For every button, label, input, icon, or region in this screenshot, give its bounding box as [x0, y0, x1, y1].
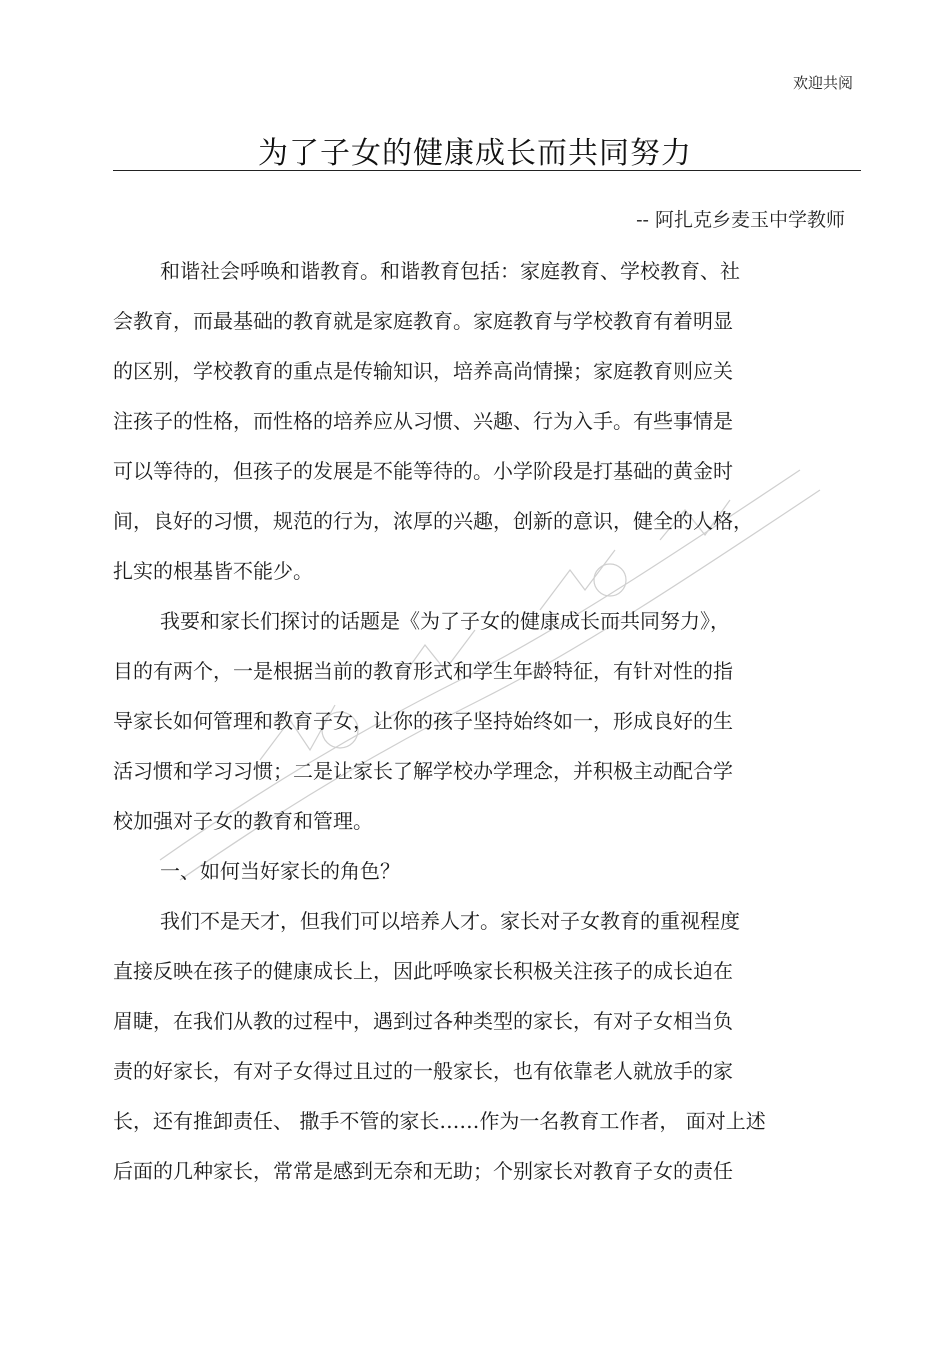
author-byline: -- 阿扎克乡麦玉中学教师 [636, 209, 845, 231]
paragraph-line: 责的好家长，有对子女得过且过的一般家长，也有依靠老人就放手的家 [113, 1059, 733, 1083]
paragraph-line: 导家长如何管理和教育子女，让你的孩子坚持始终如一，形成良好的生 [113, 709, 733, 733]
paragraph-line: 我要和家长们探讨的话题是《为了子女的健康成长而共同努力》， [160, 609, 730, 633]
paragraph-line: 注孩子的性格，而性格的培养应从习惯、兴趣、行为入手。有些事情是 [113, 409, 733, 433]
paragraph-line: 和谐社会呼唤和谐教育。和谐教育包括：家庭教育、学校教育、社 [160, 259, 740, 283]
paragraph-line: 直接反映在孩子的健康成长上，因此呼唤家长积极关注孩子的成长迫在 [113, 959, 733, 983]
header-note: 欢迎共阅 [792, 74, 853, 92]
paragraph-line: 扎实的根基皆不能少。 [113, 559, 313, 583]
paragraph-line: 间，良好的习惯，规范的行为，浓厚的兴趣，创新的意识，健全的人格， [113, 509, 753, 533]
paragraph-line: 后面的几种家长，常常是感到无奈和无助；个别家长对教育子女的责任 [113, 1159, 733, 1183]
section-heading: 一、如何当好家长的角色？ [160, 859, 400, 883]
paragraph-line: 可以等待的，但孩子的发展是不能等待的。小学阶段是打基础的黄金时 [113, 459, 733, 483]
paragraph-line: 会教育，而最基础的教育就是家庭教育。家庭教育与学校教育有着明显 [113, 309, 733, 333]
paragraph-line: 目的有两个，一是根据当前的教育形式和学生年龄特征，有针对性的指 [113, 659, 733, 683]
paragraph-line: 校加强对子女的教育和管理。 [113, 809, 373, 833]
paragraph-line: 的区别，学校教育的重点是传输知识，培养高尚情操；家庭教育则应关 [113, 359, 733, 383]
paragraph-line: 活习惯和学习习惯；二是让家长了解学校办学理念，并积极主动配合学 [113, 759, 733, 783]
paragraph-line: 眉睫，在我们从教的过程中，遇到过各种类型的家长，有对子女相当负 [113, 1009, 733, 1033]
paragraph-line: 长，还有推卸责任、 撒手不管的家长……作为一名教育工作者， 面对上述 [113, 1109, 766, 1133]
document-title: 为了子女的健康成长而共同努力 [258, 136, 692, 171]
paragraph-line: 我们不是天才，但我们可以培养人才。家长对子女教育的重视程度 [160, 909, 740, 933]
title-divider [113, 170, 861, 171]
